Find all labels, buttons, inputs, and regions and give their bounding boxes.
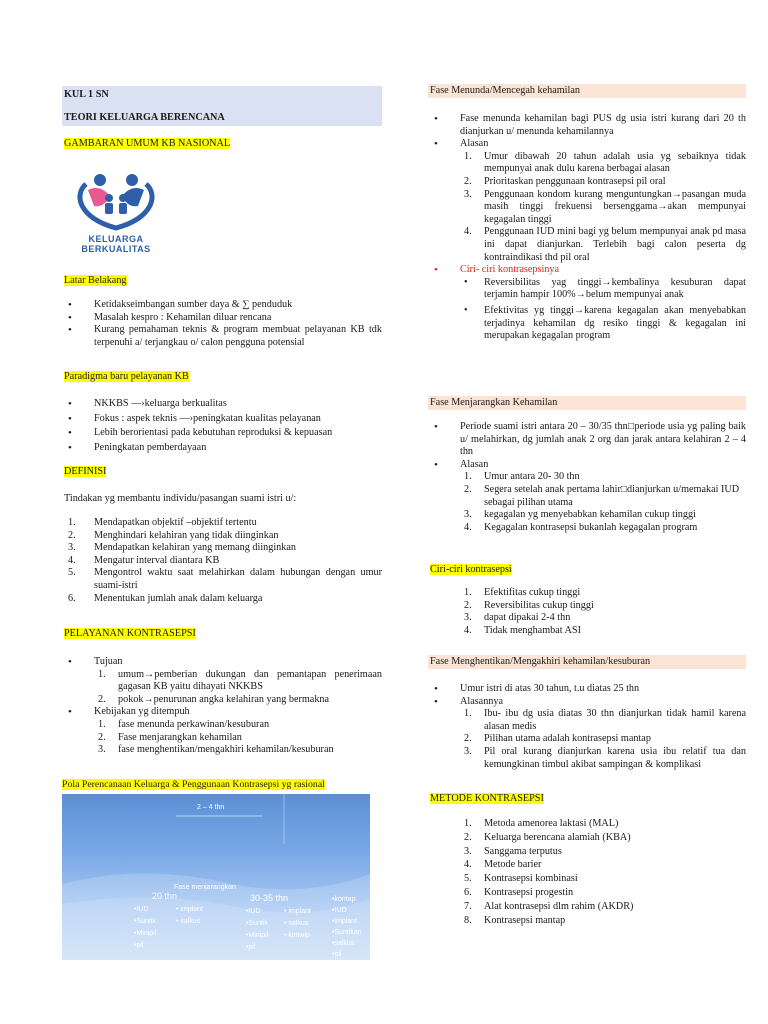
menunda-intro: • Fase menunda kehamilan bagi PUS dg usia istri kurang dari 20 th dianjurkan u/ menunda kehamilannya: [428, 113, 746, 138]
chart-item: • implant: [176, 906, 203, 913]
menjarangkan-alasan: kegagalan yg menyebabkan kehamilan cukup tinggi: [484, 509, 696, 521]
ciri2-item: Reversibilitas cukup tinggi: [484, 599, 594, 611]
chart-item: •IUD: [246, 908, 261, 915]
ciri2-item: dapat dipakai 2-4 thn: [484, 612, 571, 624]
ciri-item: Efektivitas yg tinggi→karena kegagalan akan menyebabkan terjadinya kehamilan dg resiko tinggi & kegagalan ini merupakan kegagalan program: [484, 304, 746, 342]
paradigma-item: • NKKBS —›keluarga berkualitas: [62, 397, 382, 412]
kebijakan-item: fase menghentikan/mengakhiri kehamilan/kesuburan: [118, 744, 334, 756]
heading-latar: Latar Belakang: [64, 275, 127, 286]
kebijakan-label: • Kebijakan yg ditempuh: [62, 706, 382, 719]
menghentikan-alasan: Pil oral kurang dianjurkan karena usia ibu relatif tua dan kemungkinan timbul akibat sampingan & komplikasi: [484, 745, 746, 770]
metode-item: Kontrasepsi kombinasi: [484, 873, 578, 885]
paradigma-item: • Fokus : aspek teknis —›peningkatan kualitas pelayanan: [62, 412, 382, 427]
chart-item: • salkus: [284, 920, 309, 927]
definisi-item: Mendapatkan kelahiran yang memang diinginkan: [94, 542, 296, 554]
menjarangkan-alasan: Segera setelah anak pertama lahir□dianjurkan u/memakai IUD sebagai pilihan utama: [484, 483, 740, 508]
latar-item: • Masalah kespro : Kehamilan diluar rencana: [62, 312, 382, 325]
page-title: TEORI KELUARGA BERENCANA: [64, 112, 225, 123]
heading-pola: Pola Perencanaan Keluarga & Penggunaan Kontrasepsi yg rasional: [62, 779, 325, 790]
alasannya-label: • Alasannya: [428, 696, 746, 709]
chart-item: • salkus: [176, 918, 201, 925]
menghentikan-alasan: Ibu- ibu dg usia diatas 30 thn dianjurkan tidak hamil karena alasan medis: [484, 708, 746, 732]
logo-text-1: KELUARGA: [88, 234, 144, 244]
chart-wave-icon: [62, 794, 370, 960]
keluarga-berkualitas-logo: [64, 162, 168, 262]
definisi-item: Mendapatkan objektif –objektif tertentu: [94, 517, 257, 528]
course-code: KUL 1 SN: [64, 89, 109, 100]
paradigma-item: • Lebih berorientasi pada kebutuhan reproduksi & kepuasan: [62, 426, 382, 441]
metode-item: Sanggama terputus: [484, 845, 562, 857]
chart-label-20: 20 thn: [152, 891, 178, 901]
chart-label-fase: Fase menjarangkan: [174, 884, 236, 891]
heading-menghentikan: Fase Menghentikan/Mengakhiri kehamilan/kesuburan: [430, 656, 651, 667]
definisi-intro: Tindakan yg membantu individu/pasangan suami istri u/:: [64, 493, 297, 504]
metode-item: Kontrasepsi progestin: [484, 886, 574, 898]
alasan-label: • Alasan: [428, 138, 746, 151]
tujuan-item: umum→pemberian dukungan dan pemantapan penerimaan gagasan KB yaitu dihayati NKKBS: [118, 668, 382, 693]
heading-ciri2: Ciri-ciri kontrasepsi: [430, 564, 512, 575]
metode-item: Metoda amenorea laktasi (MAL): [484, 818, 619, 829]
menjarangkan-alasan: Kegagalan kontrasepsi bukanlah kegagalan program: [484, 521, 698, 533]
menghentikan-intro: • Umur istri di atas 30 tahun, t.u diatas 25 thn: [428, 683, 746, 696]
chart-item: •Suntik: [246, 920, 268, 927]
heading-gambaran: GAMBARAN UMUM KB NASIONAL: [64, 138, 231, 149]
menjarangkan-intro: • Periode suami istri antara 20 – 30/35 thn□periode usia yg paling baik u/ melahirkan, dg jumlah anak 2 org dan jarak antara kelahiran 2 – 4 thn: [428, 421, 746, 459]
pola-kontrasepsi-image: [62, 794, 370, 960]
heading-paradigma: Paradigma baru pelayanan KB: [64, 371, 189, 382]
paradigma-item: • Peningkatan pemberdayaan: [62, 441, 382, 456]
kebijakan-item: Fase menjarangkan kehamilan: [118, 731, 242, 743]
chart-item: •Minipil: [246, 932, 269, 939]
tujuan-label: • Tujuan: [62, 656, 382, 669]
chart-item: •implant: [332, 918, 358, 925]
heading-definisi: DEFINISI: [64, 466, 107, 477]
chart-item: •IUD: [332, 907, 347, 914]
heading-pelayanan: PELAYANAN KONTRASEPSI: [64, 628, 196, 639]
tujuan-item: pokok→penurunan angka kelahiran yang bermakna: [118, 693, 330, 705]
definisi-item: Mengontrol waktu saat melahirkan dalam hubungan dengan umur suami-istri: [94, 567, 382, 591]
menjarangkan-alasan: Umur antara 20- 30 thn: [484, 471, 580, 483]
chart-item: • kimwip: [284, 932, 310, 939]
logo-text-2: BERKUALITAS: [81, 244, 151, 254]
ciri2-item: Tidak menghambat ASI: [484, 624, 581, 636]
chart-item: •salkus: [332, 940, 355, 947]
chart-item: •Minipil: [134, 930, 157, 937]
heading-metode: METODE KONTRASEPSI: [430, 793, 544, 804]
chart-item: • implant: [284, 908, 311, 915]
chart-label-3035: 30-35 thn: [250, 893, 289, 903]
menunda-alasan: Umur dibawah 20 tahun adalah usia yg sebaiknya tidak mempunyai anak dulu karena berbagai alasan: [484, 150, 746, 175]
chart-item: •Suntik: [134, 918, 156, 925]
chart-item: •IUD: [134, 906, 149, 913]
kebijakan-item: fase menunda perkawinan/kesuburan: [118, 718, 270, 730]
chart-label-age-range: 2 – 4 thn: [197, 804, 225, 811]
metode-item: Keluarga berencana alamiah (KBA): [484, 831, 631, 843]
chart-item: •Suntikan: [332, 929, 362, 936]
ciri2-item: Efektifitas cukup tinggi: [484, 587, 581, 598]
ciri-label: • Ciri- ciri kontrasepsinya: [428, 264, 746, 277]
metode-item: Kontrasepsi mantap: [484, 914, 566, 926]
metode-item: Metode barier: [484, 859, 542, 871]
chart-item: •kontap: [332, 896, 356, 903]
heading-menjarangkan: Fase Menjarangkan Kehamilan: [430, 397, 558, 408]
latar-item: • Kurang pemahaman teknis & program membuat pelayanan KB tdk terpenuhi a/ terjangkau o/ calon pengguna potensial: [62, 324, 382, 349]
definisi-item: Mengatur interval diantara KB: [94, 554, 220, 566]
alasan-label-2: • Alasan: [428, 459, 746, 472]
definisi-item: Menghindari kelahiran yang tidak diinginkan: [94, 529, 279, 541]
metode-item: Alat kontrasepsi dlm rahim (AKDR): [484, 900, 634, 912]
chart-item: •pil: [134, 942, 144, 949]
definisi-item: Menentukan jumlah anak dalam keluarga: [94, 592, 263, 604]
heading-menunda: Fase Menunda/Mencegah kehamilan: [430, 85, 580, 96]
chart-item: •pil: [332, 951, 342, 958]
latar-item: • Ketidakseimbangan sumber daya & ∑ penduduk: [62, 299, 382, 312]
menunda-alasan: Penggunaan kondom kurang menguntungkan→pasangan muda masih tinggi frekuensi bersenggama→akan mempunyai kegagalan tinggi: [484, 188, 746, 225]
chart-item: •pil: [246, 944, 256, 951]
menunda-alasan: Penggunaan IUD mini bagi yg belum mempunyai anak pd masa ini dapat dianjurkan. Terlebih bagi calon peserta dg kontraindikasi thd pil oral: [484, 226, 746, 263]
menghentikan-alasan: Pilihan utama adalah kontrasepsi mantap: [484, 733, 651, 745]
menunda-alasan: Prioritaskan penggunaan kontrasepsi pil oral: [484, 175, 666, 187]
ciri-item: Reversibilitas yag tinggi→kembalinya kesuburan dapat terjamin hampir 100%→belum mempunyai anak: [484, 276, 746, 301]
